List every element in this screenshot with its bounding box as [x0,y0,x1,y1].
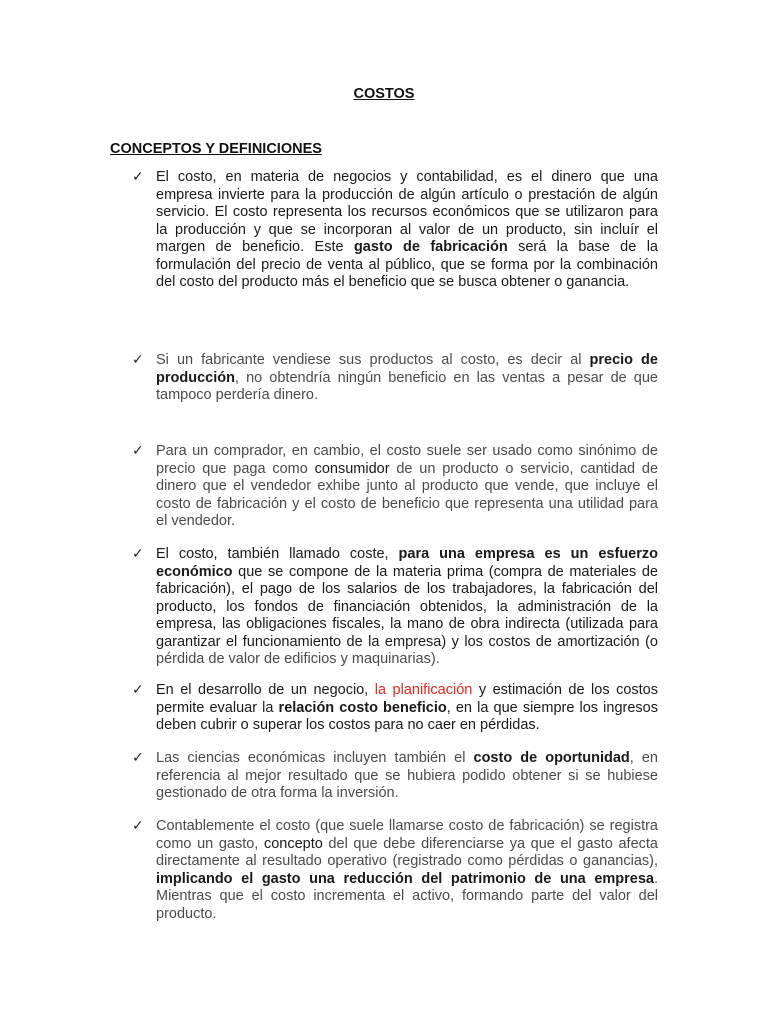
list-item-text: El costo, en materia de negocios y contabilidad, es el dinero que una empresa invierte para la producción de algún artículo o prestación de algún servicio. El costo representa los recursos económicos que se utilizaron para la producción y que se incorporan al valor de un producto, sin incluír el margen de beneficio. Este gasto de fabricación será la base de la formulación del precio de venta al público, que se forma por la combinación del costo del producto más el beneficio que se busca obtener o ganancia. [156,169,658,290]
link-planificacion[interactable]: la planificación [374,682,473,698]
check-icon: ✓ [132,818,144,834]
list-item [132,682,658,735]
list-item [132,352,658,405]
list-item-text: El costo, también llamado coste, para una empresa es un esfuerzo económico que se compone de la materia prima (compra de materiales de fabricación), el pago de los salarios de los trabajadores, la fabricación del producto, los fondos de financiación obtenidos, la administración de la empresa, las obligaciones fiscales, la mano de obra indirecta (utilizada para garantizar el funcionamiento de la empresa) y los costos de amortización (o pérdida de valor de edificios y maquinarias). [156,546,658,667]
list-item-text: Para un comprador, en cambio, el costo suele ser usado como sinónimo de precio que paga como consumidor de un producto o servicio, cantidad de dinero que el vendedor exhibe junto al producto que vende, que incluye el costo de fabricación y el costo de beneficio que representa una utilidad para el vendedor. [156,443,659,529]
check-icon: ✓ [132,352,144,368]
list-item [132,169,658,292]
list-item [132,546,658,669]
document-title: COSTOS [353,86,415,102]
check-icon: ✓ [132,546,144,562]
list-item-text: En el desarrollo de un negocio, la planificación y estimación de los costos permite evaluar la relación costo beneficio, en la que siempre los ingresos deben cubrir o superar los costos para no caer en pérdidas. [156,682,658,733]
check-icon: ✓ [132,169,144,185]
list-item-text: Si un fabricante vendiese sus productos al costo, es decir al precio de producción, no obtendría ningún beneficio en las ventas a pesar de que tampoco perdería dinero. [156,352,658,403]
list-item [132,443,658,531]
section-heading: CONCEPTOS Y DEFINICIONES [110,141,322,157]
list-item-text: Las ciencias económicas incluyen también el costo de oportunidad, en referencia al mejor resultado que se hubiera podido obtener si se hubiese gestionado de otra forma la inversión. [156,750,658,801]
list-item [132,750,658,803]
list-item-text: Contablemente el costo (que suele llamarse costo de fabricación) se registra como un gasto, concepto del que debe diferenciarse ya que el gasto afecta directamente al resultado operativo (registrado como pérdidas o ganancias), implicando el gasto una reducción del patrimonio de una empresa. Mientras que el costo incrementa el activo, formando parte del valor del producto. [156,818,658,922]
check-icon: ✓ [132,750,144,766]
list-item [132,818,658,923]
check-icon: ✓ [132,443,144,459]
check-icon: ✓ [132,682,144,698]
